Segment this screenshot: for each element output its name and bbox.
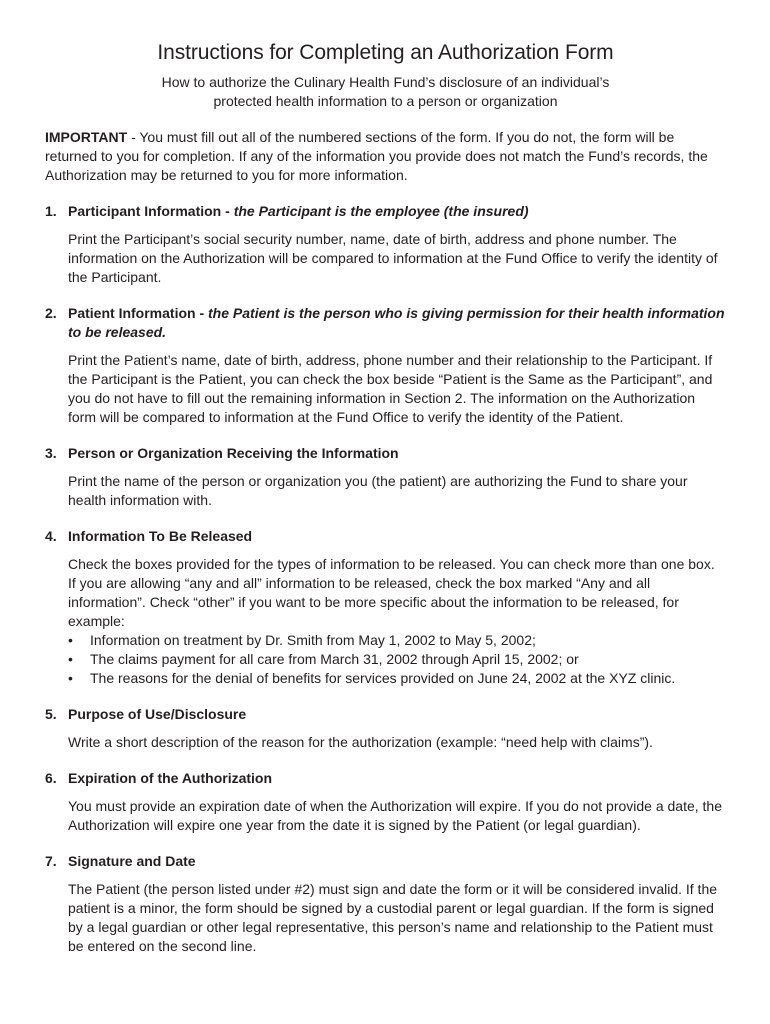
section-title: Information To Be Released — [68, 528, 253, 544]
section-subtitle: the Patient is the person who is giving permission for their health information to be released. — [68, 305, 725, 340]
section-body: Write a short description of the reason for the authorization (example: “need help with claims”). — [68, 734, 653, 750]
section-patient-information — [45, 304, 726, 427]
important-label: IMPORTANT — [45, 129, 128, 145]
page-subtitle: How to authorize the Culinary Health Fund’s disclosure of an individual’s protected health information to a person or organization — [161, 74, 610, 109]
list-item — [68, 669, 726, 688]
section-heading — [45, 527, 726, 546]
page-title: Instructions for Completing an Authorization Form — [157, 41, 614, 64]
section-heading — [45, 769, 726, 788]
section-number: 2. — [45, 305, 57, 321]
section-heading — [45, 202, 726, 221]
list-item — [68, 650, 726, 669]
section-expiration — [45, 769, 726, 835]
section-number: 4. — [45, 528, 57, 544]
section-number: 7. — [45, 853, 57, 869]
section-title: Patient Information — [68, 305, 196, 321]
section-body: You must provide an expiration date of when the Authorization will expire. If you do not provide a date, the Authorization will expire one year from the date it is signed by the Patient (or legal guardian). — [68, 798, 723, 833]
section-body: Print the name of the person or organization you (the patient) are authorizing the Fund to share your health information with. — [68, 473, 688, 508]
section-title: Purpose of Use/Disclosure — [68, 706, 247, 722]
section-body: Print the Participant’s social security number, name, date of birth, address and phone number. The information on the Authorization will be compared to information at the Fund Office to verify the identity of the Participant. — [68, 231, 718, 285]
section-heading — [45, 444, 726, 463]
section-separator: - — [195, 305, 209, 321]
section-signature-and-date — [45, 852, 726, 956]
list-item — [68, 631, 726, 650]
bullet-icon: • — [68, 670, 73, 686]
section-heading — [45, 705, 726, 724]
section-body — [68, 555, 726, 688]
section-number: 1. — [45, 203, 57, 219]
section-heading — [45, 304, 726, 342]
bullet-icon: • — [68, 651, 73, 667]
section-number: 6. — [45, 770, 57, 786]
section-separator: - — [221, 203, 234, 219]
important-text: - You must fill out all of the numbered sections of the form. If you do not, the form will be returned to you for completion. If any of the information you provide does not match the Fund’s records, the Authorization may be returned to you for more information. — [45, 129, 708, 183]
section-title: Participant Information — [68, 203, 222, 219]
section-subtitle: the Participant is the employee (the insured) — [233, 203, 529, 219]
list-item-text: Information on treatment by Dr. Smith from May 1, 2002 to May 5, 2002; — [90, 632, 536, 648]
section-heading — [45, 852, 726, 871]
example-list — [68, 631, 726, 688]
section-body-text: Check the boxes provided for the types of information to be released. You can check more than one box. If you are allowing “any and all” information to be released, check the box marked “Any and all information”. Check “other” if you want to be more specific about the information to be released, for example: — [68, 556, 715, 629]
bullet-icon: • — [68, 632, 73, 648]
section-number: 5. — [45, 706, 57, 722]
section-participant-information — [45, 202, 726, 287]
list-item-text: The reasons for the denial of benefits for services provided on June 24, 2002 at the XYZ clinic. — [90, 670, 676, 686]
section-person-or-organization — [45, 444, 726, 510]
section-title: Expiration of the Authorization — [68, 770, 273, 786]
important-notice — [45, 128, 726, 185]
section-title: Person or Organization Receiving the Information — [68, 445, 399, 461]
section-title: Signature and Date — [68, 853, 196, 869]
list-item-text: The claims payment for all care from March 31, 2002 through April 15, 2002; or — [90, 651, 579, 667]
section-information-to-be-released — [45, 527, 726, 688]
section-body: Print the Patient’s name, date of birth, address, phone number and their relationship to the Participant. If the Participant is the Patient, you can check the box beside “Patient is the Same as the Participant”, and you do not have to fill out the remaining information in Section 2. The information on the Authorization form will be compared to information at the Fund Office to verify the identity of the Patient. — [68, 352, 713, 425]
section-number: 3. — [45, 445, 57, 461]
section-purpose-of-use — [45, 705, 726, 752]
section-body: The Patient (the person listed under #2) must sign and date the form or it will be considered invalid. If the patient is a minor, the form should be signed by a custodial parent or legal guardian. If the form is signed by a legal guardian or other legal representative, this person’s name and relationship to the Patient must be entered on the second line. — [68, 881, 718, 954]
